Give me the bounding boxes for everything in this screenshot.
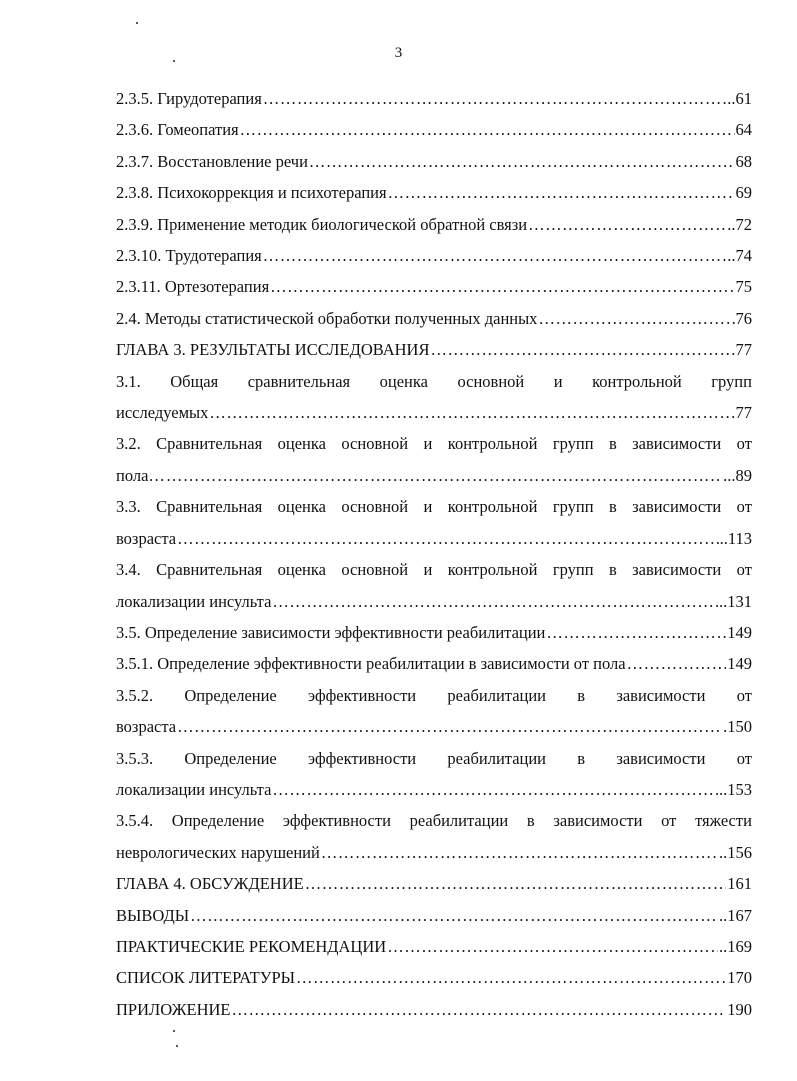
toc-entry xyxy=(116,931,752,962)
toc-entry-line xyxy=(116,931,752,962)
toc-entry-title: 2.3.11. Ортезотерапия xyxy=(116,277,270,297)
toc-entry-continuation-line xyxy=(116,397,752,428)
toc-entry-page: ..72 xyxy=(727,214,752,234)
toc-entry-title: ПРИЛОЖЕНИЕ xyxy=(116,999,231,1019)
toc-entry-word: зависимости xyxy=(553,811,643,831)
leader-dots xyxy=(177,711,722,742)
toc-entry-word: и xyxy=(423,560,433,580)
toc-entry-title: 2.4. Методы статистической обработки полученных данных xyxy=(116,308,538,328)
toc-entry-word: от xyxy=(736,685,752,705)
toc-entry-word: тяжести xyxy=(695,811,752,831)
toc-entry-word: контрольной xyxy=(447,560,538,580)
toc-entry-page: 190 xyxy=(727,999,752,1019)
toc-entry-line xyxy=(116,900,752,931)
toc-entry-word: Определение xyxy=(171,811,265,831)
toc-entry-word: зависимости xyxy=(632,560,722,580)
toc-entry-page: ...89 xyxy=(723,465,752,485)
toc-entry-heading-line xyxy=(116,366,752,397)
leader-dots xyxy=(321,837,718,868)
table-of-contents xyxy=(116,83,752,1025)
toc-entry-word: от xyxy=(661,811,677,831)
toc-entry xyxy=(116,271,752,302)
toc-entry-title-tail: возраста xyxy=(116,528,177,548)
toc-entry-word: групп xyxy=(552,434,594,454)
toc-entry-title-tail: исследуемых xyxy=(116,403,209,423)
toc-entry xyxy=(116,900,752,931)
scan-speck-1 xyxy=(136,22,138,24)
toc-entry-word: эффективности xyxy=(282,811,391,831)
toc-entry-page: ..74 xyxy=(727,246,752,266)
toc-entry-word: Сравнительная xyxy=(156,434,263,454)
leader-dots xyxy=(263,240,726,271)
toc-entry xyxy=(116,962,752,993)
toc-entry-word: Сравнительная xyxy=(156,560,263,580)
toc-entry-word: реабилитации xyxy=(447,748,547,768)
toc-entry-page: 68 xyxy=(735,151,752,171)
toc-entry-title-tail: неврологических нарушений xyxy=(116,842,320,862)
toc-entry xyxy=(116,491,752,554)
toc-entry-line xyxy=(116,648,752,679)
toc-entry xyxy=(116,680,752,743)
toc-entry-line xyxy=(116,240,752,271)
leader-dots xyxy=(190,900,718,931)
toc-entry-word: в xyxy=(608,497,617,517)
toc-entry xyxy=(116,366,752,429)
toc-entry-line xyxy=(116,962,752,993)
toc-entry-continuation-line xyxy=(116,774,752,805)
toc-entry-title-tail: возраста xyxy=(116,717,177,737)
toc-entry xyxy=(116,554,752,617)
toc-entry-line xyxy=(116,114,752,145)
toc-entry xyxy=(116,648,752,679)
leader-dots xyxy=(388,177,735,208)
toc-entry-word: сравнительная xyxy=(247,371,351,391)
toc-entry-page: 64 xyxy=(735,120,752,140)
toc-entry-word: от xyxy=(736,434,752,454)
toc-entry-continuation-line xyxy=(116,711,752,742)
toc-entry-line xyxy=(116,994,752,1025)
toc-entry-heading-line xyxy=(116,743,752,774)
toc-entry-title: ГЛАВА 3. РЕЗУЛЬТАТЫ ИССЛЕДОВАНИЯ xyxy=(116,340,430,360)
toc-entry-continuation-line xyxy=(116,586,752,617)
leader-dots xyxy=(387,931,718,962)
toc-entry-word: групп xyxy=(552,497,594,517)
toc-entry-page: ..153 xyxy=(719,779,752,799)
toc-entry-line xyxy=(116,271,752,302)
toc-entry xyxy=(116,428,752,491)
toc-entry-word: оценка xyxy=(277,434,326,454)
toc-entry-word: контрольной xyxy=(592,371,682,391)
toc-entry xyxy=(116,743,752,806)
toc-entry-line xyxy=(116,303,752,334)
toc-entry-word: зависимости xyxy=(616,748,706,768)
leader-dots xyxy=(166,460,722,491)
toc-entry-word: основной xyxy=(341,497,409,517)
toc-entry xyxy=(116,994,752,1025)
toc-entry-word: 3.5.4. xyxy=(116,811,154,831)
leader-dots xyxy=(296,962,726,993)
toc-entry xyxy=(116,83,752,114)
toc-entry-page: 75 xyxy=(735,277,752,297)
toc-entry-word: от xyxy=(736,560,752,580)
toc-entry-page: .150 xyxy=(723,717,752,737)
toc-entry-word: 3.4. xyxy=(116,560,141,580)
toc-entry-word: в xyxy=(526,811,535,831)
leader-dots xyxy=(177,523,719,554)
toc-entry-page: 149 xyxy=(727,654,752,674)
toc-entry-line xyxy=(116,334,752,365)
toc-entry-title-tail: локализации инсульта xyxy=(116,779,272,799)
toc-entry-title: ПРАКТИЧЕСКИЕ РЕКОМЕНДАЦИИ xyxy=(116,936,387,956)
toc-entry xyxy=(116,303,752,334)
toc-entry-heading-line xyxy=(116,805,752,836)
toc-entry xyxy=(116,617,752,648)
toc-entry-word: 3.3. xyxy=(116,497,141,517)
toc-entry-word: Сравнительная xyxy=(156,497,263,517)
toc-entry xyxy=(116,146,752,177)
toc-entry-word: оценка xyxy=(277,497,326,517)
toc-entry-word: Определение xyxy=(184,685,277,705)
toc-entry-word: основной xyxy=(341,560,409,580)
toc-entry-line xyxy=(116,868,752,899)
scan-speck-4 xyxy=(176,1045,178,1047)
toc-entry-page: 149 xyxy=(727,622,752,642)
leader-dots xyxy=(272,774,718,805)
toc-entry xyxy=(116,177,752,208)
toc-entry-continuation-line xyxy=(116,837,752,868)
toc-entry-title-tail: пола… xyxy=(116,465,165,485)
toc-entry-page: ..131 xyxy=(719,591,752,611)
toc-entry-word: групп xyxy=(711,371,752,391)
toc-entry-word: 3.5.3. xyxy=(116,748,154,768)
toc-entry xyxy=(116,114,752,145)
toc-entry-title: СПИСОК ЛИТЕРАТУРЫ xyxy=(116,968,296,988)
toc-entry-page: 77 xyxy=(735,340,752,360)
toc-entry-title: ВЫВОДЫ xyxy=(116,905,190,925)
toc-entry-title: ГЛАВА 4. ОБСУЖДЕНИЕ xyxy=(116,874,304,894)
toc-entry-word: реабилитации xyxy=(409,811,509,831)
toc-entry-line xyxy=(116,209,752,240)
toc-entry-line xyxy=(116,177,752,208)
toc-entry-heading-line xyxy=(116,428,752,459)
scan-speck-3 xyxy=(173,1030,175,1032)
toc-entry-word: и xyxy=(553,371,563,391)
toc-entry-page: 170 xyxy=(727,968,752,988)
toc-entry-title: 2.3.10. Трудотерапия xyxy=(116,246,262,266)
page-number: 3 xyxy=(394,45,403,61)
toc-entry-word: зависимости xyxy=(616,685,706,705)
toc-entry-word: зависимости xyxy=(632,497,722,517)
leader-dots xyxy=(627,648,727,679)
leader-dots xyxy=(231,994,726,1025)
leader-dots xyxy=(240,114,735,145)
leader-dots xyxy=(528,209,726,240)
leader-dots xyxy=(209,397,734,428)
toc-entry-heading-line xyxy=(116,554,752,585)
toc-entry-continuation-line xyxy=(116,460,752,491)
leader-dots xyxy=(270,271,734,302)
toc-entry-page: ..169 xyxy=(719,936,752,956)
toc-entry-line xyxy=(116,83,752,114)
toc-entry-title: 2.3.7. Восстановление речи xyxy=(116,151,308,171)
toc-entry-title: 2.3.9. Применение методик биологической обратной связи xyxy=(116,214,528,234)
toc-entry-title: 3.5. Определение зависимости эффективности реабилитации xyxy=(116,622,546,642)
toc-entry-heading-line xyxy=(116,491,752,522)
toc-entry-page: ..167 xyxy=(719,905,752,925)
leader-dots xyxy=(430,334,734,365)
toc-entry-word: в xyxy=(577,748,586,768)
toc-entry-word: в xyxy=(608,560,617,580)
toc-entry xyxy=(116,868,752,899)
toc-entry-word: и xyxy=(423,434,433,454)
toc-entry-word: от xyxy=(736,748,752,768)
toc-entry-page: ..61 xyxy=(727,89,752,108)
toc-entry-word: контрольной xyxy=(447,497,538,517)
toc-entry-word: групп xyxy=(552,560,594,580)
toc-entry xyxy=(116,334,752,365)
toc-entry-line xyxy=(116,146,752,177)
toc-entry-title: 3.5.1. Определение эффективности реабилитации в зависимости от пола xyxy=(116,654,626,674)
toc-entry-word: оценка xyxy=(277,560,326,580)
toc-entry-title: 2.3.8. Психокоррекция и психотерапия xyxy=(116,183,387,203)
toc-entry-word: основной xyxy=(341,434,409,454)
leader-dots xyxy=(305,868,727,899)
toc-entry-word: эффективности xyxy=(308,685,417,705)
leader-dots xyxy=(309,146,735,177)
toc-entry xyxy=(116,805,752,868)
toc-entry-page: 77 xyxy=(735,403,752,423)
toc-entry-heading-line xyxy=(116,680,752,711)
toc-entry-word: 3.5.2. xyxy=(116,685,154,705)
toc-entry-page: ..156 xyxy=(719,842,752,862)
toc-entry-word: Определение xyxy=(184,748,277,768)
toc-entry-word: от xyxy=(736,497,752,517)
leader-dots xyxy=(263,83,726,114)
toc-entry-word: зависимости xyxy=(632,434,722,454)
toc-entry-continuation-line xyxy=(116,523,752,554)
toc-entry-word: эффективности xyxy=(308,748,417,768)
toc-entry-word: основной xyxy=(457,371,525,391)
toc-entry-word: реабилитации xyxy=(447,685,547,705)
toc-entry-word: оценка xyxy=(379,371,428,391)
leader-dots xyxy=(538,303,734,334)
toc-entry-page: 161 xyxy=(727,874,752,894)
toc-entry-page: 69 xyxy=(735,183,752,203)
toc-entry-word: в xyxy=(608,434,617,454)
toc-entry-title-tail: локализации инсульта xyxy=(116,591,272,611)
toc-entry xyxy=(116,209,752,240)
toc-entry xyxy=(116,240,752,271)
toc-entry-word: Общая xyxy=(170,371,219,391)
toc-entry-page: ..113 xyxy=(719,528,752,548)
leader-dots xyxy=(272,586,718,617)
toc-entry-word: контрольной xyxy=(447,434,538,454)
toc-entry-page: 76 xyxy=(735,308,752,328)
leader-dots xyxy=(546,617,726,648)
toc-entry-title: 2.3.5. Гирудотерапия xyxy=(116,89,262,108)
toc-entry-title: 2.3.6. Гомеопатия xyxy=(116,120,239,140)
toc-entry-word: в xyxy=(577,685,586,705)
toc-entry-word: 3.2. xyxy=(116,434,141,454)
toc-entry-word: 3.1. xyxy=(116,371,141,391)
toc-entry-line xyxy=(116,617,752,648)
toc-entry-word: и xyxy=(423,497,433,517)
